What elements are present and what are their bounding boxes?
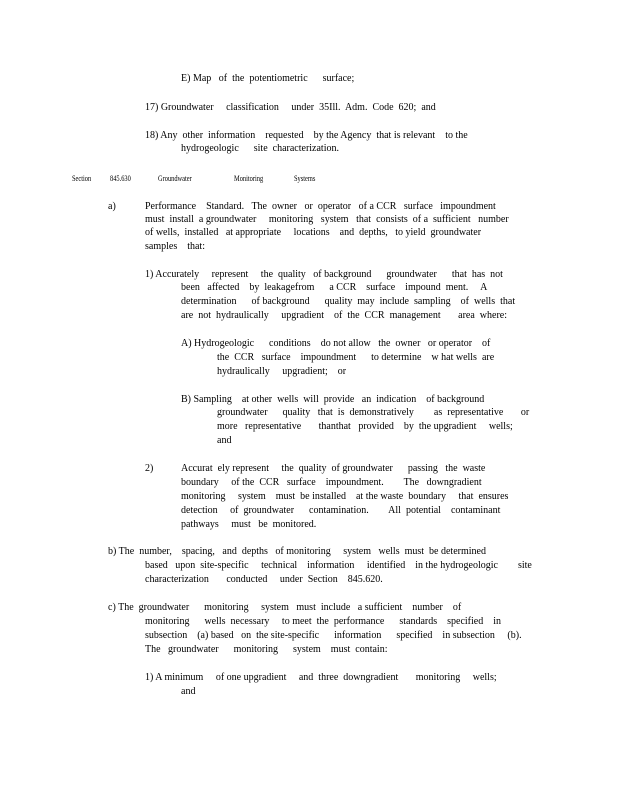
item-17: 17) Groundwater classification under 35Ill. Adm. Code 620; and — [145, 102, 436, 113]
item-a1A-line-2: the CCR surface impoundment to determine w hat wells are — [217, 352, 495, 363]
para-c-line-3: subsection (a) based on the site-specific information specified in subsection (b). — [145, 630, 522, 641]
para-b-line-1: b) The number, spacing, and depths of monitoring system wells must be determined — [108, 546, 486, 557]
item-a2-line-2: boundary of the CCR surface impoundment. The downgradient — [181, 477, 482, 488]
section-title-word-3: Systems — [294, 174, 316, 183]
item-a1-line-3: determination of background quality may include sampling of wells that — [181, 296, 516, 307]
item-a1A-line-3: hydraulically upgradient; or — [217, 366, 347, 377]
section-title-word-2: Monitoring — [234, 174, 264, 183]
section-number: 845.630 — [110, 174, 131, 183]
item-a1-line-2: been affected by leakagefrom a CCR surface impound ment. A — [181, 282, 488, 293]
item-a1B-line-2: groundwater quality that is demonstratively as representative or — [217, 407, 530, 418]
item-c1-line-1: 1) A minimum of one upgradient and three downgradient monitoring wells; — [145, 672, 497, 683]
item-a2-marker: 2) — [145, 463, 154, 474]
para-a-line-3: of wells, installed at appropriate locations and depths, to yield groundwater — [145, 227, 482, 238]
section-label: Section — [72, 174, 92, 183]
para-c-line-1: c) The groundwater monitoring system must include a sufficient number of — [108, 602, 462, 613]
item-a1A-line-1: A) Hydrogeologic conditions do not allow the owner or operator of — [181, 338, 491, 349]
para-b-line-3: characterization conducted under Section 845.620. — [145, 574, 383, 585]
para-a-line-2: must install a groundwater monitoring system that consists of a sufficient number — [145, 214, 509, 225]
item-a2-line-3: monitoring system must be installed at the waste boundary that ensures — [181, 491, 509, 502]
item-a1-line-1: 1) Accurately represent the quality of background groundwater that has not — [145, 269, 503, 280]
para-b-line-2: based upon site-specific technical information identified in the hydrogeologic site — [145, 560, 532, 571]
para-a-marker: a) — [108, 201, 116, 212]
item-c1-line-2: and — [181, 686, 196, 697]
item-a1B-line-3: more representative thanthat provided by the upgradient wells; — [217, 421, 513, 432]
item-a1B-line-4: and — [217, 435, 232, 446]
item-a1-line-4: are not hydraulically upgradient of the CCR management area where: — [181, 310, 508, 321]
para-c-line-4: The groundwater monitoring system must contain: — [145, 644, 388, 655]
item-a2-line-1: Accurat ely represent the quality of groundwater passing the waste — [181, 463, 486, 474]
item-a2-line-4: detection of groundwater contamination. All potential contaminant — [181, 505, 501, 516]
para-a-line-1: Performance Standard. The owner or operator of a CCR surface impoundment — [145, 201, 496, 212]
item-a2-line-5: pathways must be monitored. — [181, 519, 317, 530]
item-18-line-1: 18) Any other information requested by the Agency that is relevant to the — [145, 130, 468, 141]
para-a-line-4: samples that: — [145, 241, 205, 252]
item-e: E) Map of the potentiometric surface; — [181, 73, 355, 84]
section-title-word-1: Groundwater — [158, 174, 192, 183]
item-18-line-2: hydrogeologic site characterization. — [181, 143, 339, 154]
item-a1B-line-1: B) Sampling at other wells will provide an indication of background — [181, 394, 485, 405]
para-c-line-2: monitoring wells necessary to meet the performance standards specified in — [145, 616, 502, 627]
